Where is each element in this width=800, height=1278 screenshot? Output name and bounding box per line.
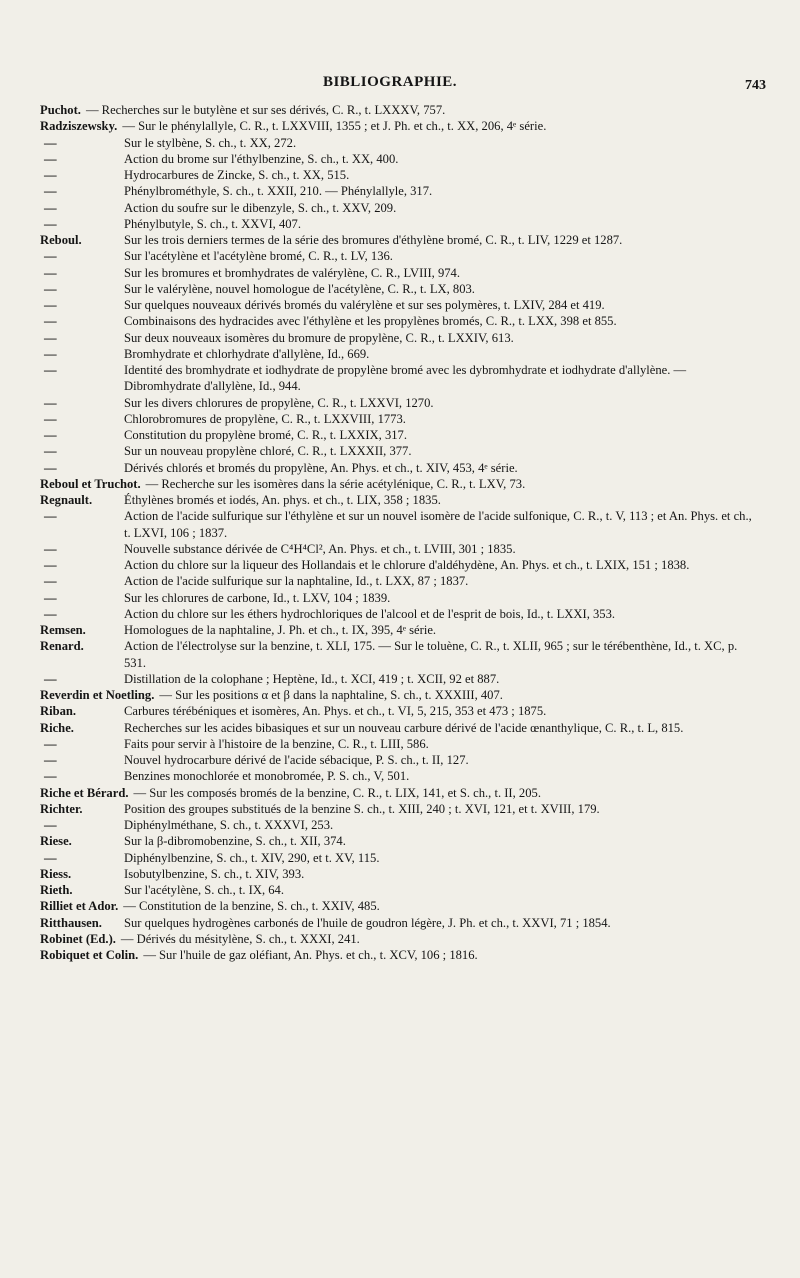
bibliography-entry bbox=[40, 313, 760, 329]
author-name: Riese. bbox=[40, 834, 72, 849]
author-name: Richter. bbox=[40, 801, 83, 816]
author-name: Robinet (Ed.). bbox=[40, 931, 116, 946]
ditto-dash: — bbox=[44, 265, 57, 280]
bibliography-entry bbox=[40, 801, 760, 817]
bibliography-entry bbox=[40, 118, 760, 134]
entry-reference: Nouvel hydrocarbure dérivé de l'acide sébacique, P. S. ch., t. II, 127. bbox=[124, 753, 469, 767]
bibliography-entry bbox=[40, 720, 760, 736]
bibliography-entry bbox=[40, 785, 760, 801]
bibliography-entry bbox=[40, 736, 760, 752]
entry-reference: Recherches sur les acides bibasiques et sur un nouveau carbure dérivé de l'acide œnanthylique, C. R., t. L, 815. bbox=[124, 720, 684, 735]
bibliography-entry bbox=[40, 882, 760, 898]
bibliography-entry bbox=[40, 541, 760, 557]
entry-reference: Sur le valérylène, nouvel homologue de l'acétylène, C. R., t. LX, 803. bbox=[124, 281, 475, 296]
author-name: Remsen. bbox=[40, 623, 86, 637]
page-header bbox=[40, 70, 766, 98]
ditto-dash: — bbox=[44, 606, 57, 621]
entry-reference: Sur la β-dibromobenzine, S. ch., t. XII, 374. bbox=[124, 834, 346, 849]
author-name: Radziszewsky. bbox=[40, 119, 118, 134]
ditto-dash: — bbox=[44, 330, 57, 345]
bibliography-entry bbox=[40, 102, 760, 118]
entry-reference: Sur les bromures et bromhydrates de valérylène, C. R., LVIII, 974. bbox=[124, 265, 460, 280]
bibliography-entry bbox=[40, 590, 760, 606]
author-name: Robiquet et Colin. bbox=[40, 948, 139, 962]
bibliography-entry bbox=[40, 687, 760, 703]
author-name: Reboul et Truchot. bbox=[40, 476, 141, 491]
bibliography-entry bbox=[40, 703, 760, 719]
author-name: Rilliet et Ador. bbox=[40, 899, 119, 914]
bibliography-entry bbox=[40, 443, 760, 459]
bibliography-entry bbox=[40, 866, 760, 882]
bibliography-entry bbox=[40, 931, 760, 947]
bibliography-entry bbox=[40, 606, 760, 622]
bibliography-entry bbox=[40, 265, 760, 281]
ditto-dash: — bbox=[44, 395, 57, 410]
entry-reference: Sur les chlorures de carbone, Id., t. LXV, 104 ; 1839. bbox=[124, 590, 391, 605]
ditto-dash: — bbox=[44, 671, 57, 686]
ditto-dash: — bbox=[44, 558, 57, 572]
entry-reference: Homologues de la naphtaline, J. Ph. et ch., t. IX, 395, 4ᵉ série. bbox=[124, 623, 437, 637]
ditto-dash: — bbox=[44, 850, 57, 865]
entry-reference: Sur quelques nouveaux dérivés bromés du valérylène et sur ses polymères, t. LXIV, 284 et 419. bbox=[124, 298, 605, 312]
entry-reference: Action de l'électrolyse sur la benzine, t. XLI, 175. — Sur le toluène, C. R., t. XLII, 965 ; sur le térébenthène, Id., t. XC, p. 531. bbox=[124, 639, 738, 670]
bibliography-entry bbox=[40, 200, 760, 216]
page-number: 743 bbox=[745, 78, 766, 93]
entry-reference: Sur les divers chlorures de propylène, C. R., t. LXXVI, 1270. bbox=[124, 395, 434, 410]
ditto-dash: — bbox=[44, 411, 57, 426]
entry-reference: Phénylbutyle, S. ch., t. XXVI, 407. bbox=[124, 216, 302, 231]
entry-reference: Phénylbrométhyle, S. ch., t. XXII, 210. — Phénylallyle, 317. bbox=[124, 184, 433, 199]
bibliography-entry bbox=[40, 671, 760, 687]
entry-reference: — Sur l'huile de gaz oléfiant, An. Phys. et ch., t. XCV, 106 ; 1816. bbox=[143, 948, 478, 962]
author-name: Reboul. bbox=[40, 233, 82, 247]
entry-reference: Action du brome sur l'éthylbenzine, S. ch., t. XX, 400. bbox=[124, 151, 399, 166]
entry-reference: Sur un nouveau propylène chloré, C. R., t. LXXXII, 377. bbox=[124, 444, 412, 459]
ditto-dash: — bbox=[44, 200, 57, 215]
ditto-dash: — bbox=[44, 135, 57, 150]
bibliography-entry bbox=[40, 476, 760, 492]
bibliography-entry bbox=[40, 135, 760, 151]
entry-reference: — Sur le phénylallyle, C. R., t. LXXVIII, 1355 ; et J. Ph. et ch., t. XX, 206, 4ᵉ série. bbox=[122, 119, 547, 134]
bibliography-entry bbox=[40, 346, 760, 362]
entry-reference: — Constitution de la benzine, S. ch., t. XXIV, 485. bbox=[123, 899, 380, 914]
entry-reference: Bromhydrate et chlorhydrate d'allylène, Id., 669. bbox=[124, 346, 370, 361]
page-title: BIBLIOGRAPHIE. bbox=[322, 74, 458, 90]
entry-reference: Chlorobromures de propylène, C. R., t. LXXVIII, 1773. bbox=[124, 411, 406, 426]
bibliography-list bbox=[40, 102, 760, 963]
author-name: Regnault. bbox=[40, 493, 93, 507]
entry-reference: Dérivés chlorés et bromés du propylène, An. Phys. et ch., t. XIV, 453, 4ᵉ série. bbox=[124, 460, 518, 475]
entry-reference: Action du chlore sur la liqueur des Hollandais et le chlorure d'aldéhydène, An. Phys. et ch., t. LXIX, 151 ; 1838. bbox=[124, 558, 690, 572]
author-name: Riche et Bérard. bbox=[40, 785, 129, 800]
entry-reference: Diphénylméthane, S. ch., t. XXXVI, 253. bbox=[124, 818, 334, 832]
bibliography-entry bbox=[40, 395, 760, 411]
ditto-dash: — bbox=[44, 363, 57, 377]
bibliography-entry bbox=[40, 216, 760, 232]
entry-reference: Isobutylbenzine, S. ch., t. XIV, 393. bbox=[124, 866, 305, 881]
ditto-dash: — bbox=[44, 509, 57, 524]
ditto-dash: — bbox=[44, 216, 57, 231]
ditto-dash: — bbox=[44, 428, 57, 442]
bibliography-entry bbox=[40, 752, 760, 768]
entry-reference: Diphénylbenzine, S. ch., t. XIV, 290, et t. XV, 115. bbox=[124, 850, 380, 865]
ditto-dash: — bbox=[44, 460, 57, 475]
entry-reference: — Recherche sur les isomères dans la série acétylénique, C. R., t. LXV, 73. bbox=[145, 476, 526, 491]
bibliography-entry bbox=[40, 248, 760, 264]
bibliography-entry bbox=[40, 898, 760, 914]
bibliography-entry bbox=[40, 768, 760, 784]
entry-reference: Nouvelle substance dérivée de C⁴H⁴Cl², An. Phys. et ch., t. LVIII, 301 ; 1835. bbox=[124, 541, 516, 556]
author-name: Riban. bbox=[40, 704, 77, 719]
entry-reference: — Dérivés du mésitylène, S. ch., t. XXXI, 241. bbox=[120, 931, 360, 946]
entry-reference: Action de l'acide sulfurique sur l'éthylène et sur un nouvel isomère de l'acide sulfonique, C. R., t. V, 113 ; et An. Phys. et ch., t. LXVI, 106 ; 1837. bbox=[124, 509, 752, 540]
bibliography-entry bbox=[40, 573, 760, 589]
entry-reference: Faits pour servir à l'histoire de la benzine, C. R., t. LIII, 586. bbox=[124, 736, 429, 751]
ditto-dash: — bbox=[44, 753, 57, 767]
bibliography-entry bbox=[40, 232, 760, 248]
ditto-dash: — bbox=[44, 314, 57, 329]
author-name: Puchot. bbox=[40, 103, 81, 117]
author-name: Rieth. bbox=[40, 883, 73, 897]
entry-reference: Sur le stylbène, S. ch., t. XX, 272. bbox=[124, 135, 297, 150]
entry-reference: Position des groupes substitués de la benzine S. ch., t. XIII, 240 ; t. XVI, 121, et t. XVIII, 179. bbox=[124, 801, 600, 816]
author-name: Riche. bbox=[40, 720, 74, 735]
ditto-dash: — bbox=[44, 346, 57, 361]
entry-reference: Distillation de la colophane ; Heptène, Id., t. XCI, 419 ; t. XCII, 92 et 887. bbox=[124, 671, 500, 686]
ditto-dash: — bbox=[44, 249, 57, 264]
entry-reference: Action de l'acide sulfurique sur la naphtaline, Id., t. LXX, 87 ; 1837. bbox=[124, 574, 469, 589]
ditto-dash: — bbox=[44, 281, 57, 296]
entry-reference: Hydrocarbures de Zincke, S. ch., t. XX, 515. bbox=[124, 168, 350, 182]
bibliography-entry bbox=[40, 508, 760, 541]
bibliography-entry bbox=[40, 362, 760, 395]
bibliography-entry bbox=[40, 622, 760, 638]
entry-reference: Combinaisons des hydracides avec l'éthylène et les propylènes bromés, C. R., t. LXX, 398 et 855. bbox=[124, 314, 617, 329]
entry-reference: — Sur les composés bromés de la benzine, C. R., t. LIX, 141, et S. ch., t. II, 205. bbox=[133, 785, 541, 800]
bibliography-entry bbox=[40, 281, 760, 297]
bibliography-entry bbox=[40, 427, 760, 443]
entry-reference: — Recherches sur le butylène et sur ses dérivés, C. R., t. LXXXV, 757. bbox=[85, 103, 446, 117]
entry-reference: Action du soufre sur le dibenzyle, S. ch., t. XXV, 209. bbox=[124, 200, 397, 215]
entry-reference: Éthylènes bromés et iodés, An. phys. et ch., t. LIX, 358 ; 1835. bbox=[124, 493, 441, 507]
bibliography-entry bbox=[40, 817, 760, 833]
bibliography-entry bbox=[40, 183, 760, 199]
ditto-dash: — bbox=[44, 736, 57, 751]
ditto-dash: — bbox=[44, 168, 57, 182]
entry-reference: Sur deux nouveaux isomères du bromure de propylène, C. R., t. LXXIV, 613. bbox=[124, 330, 514, 345]
bibliography-entry bbox=[40, 330, 760, 346]
entry-reference: Sur l'acétylène et l'acétylène bromé, C. R., t. LV, 136. bbox=[124, 249, 393, 264]
ditto-dash: — bbox=[44, 590, 57, 605]
entry-reference: — Sur les positions α et β dans la naphtaline, S. ch., t. XXXIII, 407. bbox=[159, 688, 503, 702]
entry-reference: Sur les trois derniers termes de la série des bromures d'éthylène bromé, C. R., t. LIV, 1229 et 1287. bbox=[124, 233, 623, 247]
author-name: Reverdin et Noetling. bbox=[40, 688, 155, 702]
entry-reference: Carbures térébéniques et isomères, An. Phys. et ch., t. VI, 5, 215, 353 et 473 ; 1875. bbox=[124, 704, 547, 719]
entry-reference: Benzines monochlorée et monobromée, P. S. ch., V, 501. bbox=[124, 769, 410, 784]
bibliography-entry bbox=[40, 915, 760, 931]
entry-reference: Sur quelques hydrogènes carbonés de l'huile de goudron légère, J. Ph. et ch., t. XXVI, 71 ; 1854. bbox=[124, 915, 611, 930]
bibliography-entry bbox=[40, 297, 760, 313]
bibliography-entry bbox=[40, 151, 760, 167]
entry-reference: Constitution du propylène bromé, C. R., t. LXXIX, 317. bbox=[124, 428, 407, 442]
bibliography-entry bbox=[40, 833, 760, 849]
ditto-dash: — bbox=[44, 444, 57, 459]
bibliography-entry bbox=[40, 947, 760, 963]
bibliography-entry bbox=[40, 167, 760, 183]
bibliography-entry bbox=[40, 411, 760, 427]
entry-reference: Identité des bromhydrate et iodhydrate de propylène bromé avec les dybromhydrate et iodhydrate d'allylène. — Dibromhydrate d'allylène, Id., 944. bbox=[124, 363, 687, 394]
bibliography-entry bbox=[40, 557, 760, 573]
ditto-dash: — bbox=[44, 298, 57, 312]
bibliography-entry bbox=[40, 638, 760, 671]
ditto-dash: — bbox=[44, 151, 57, 166]
entry-reference: Sur l'acétylène, S. ch., t. IX, 64. bbox=[124, 883, 285, 897]
entry-reference: Action du chlore sur les éthers hydrochloriques de l'alcool et de l'esprit de bois, Id., t. LXXI, 353. bbox=[124, 606, 616, 621]
ditto-dash: — bbox=[44, 818, 57, 832]
bibliography-entry bbox=[40, 850, 760, 866]
ditto-dash: — bbox=[44, 541, 57, 556]
bibliography-entry bbox=[40, 460, 760, 476]
ditto-dash: — bbox=[44, 769, 57, 784]
author-name: Ritthausen. bbox=[40, 915, 102, 930]
ditto-dash: — bbox=[44, 574, 57, 589]
bibliography-entry bbox=[40, 492, 760, 508]
author-name: Riess. bbox=[40, 866, 72, 881]
author-name: Renard. bbox=[40, 639, 84, 654]
ditto-dash: — bbox=[44, 184, 57, 199]
